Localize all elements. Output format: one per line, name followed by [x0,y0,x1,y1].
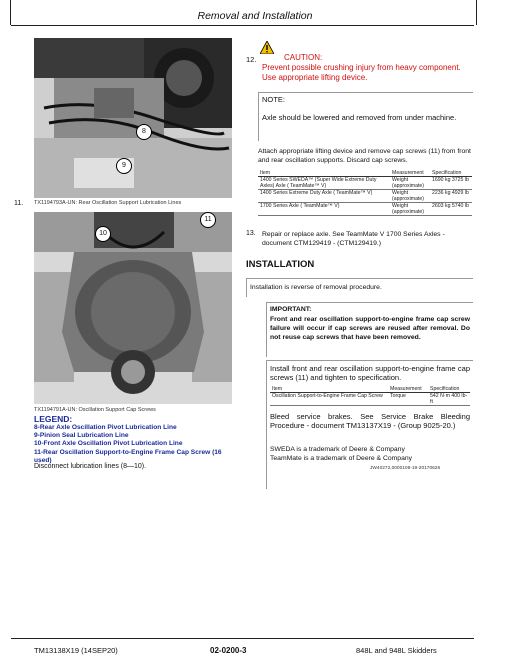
table-row [270,393,470,406]
spec-cell: Oscillation Support-to-Engine Frame Cap Screw [270,393,388,406]
spec-cell: 2236 kg 4929 lb [430,190,472,203]
installation-text: Installation is reverse of removal procedure. [250,284,382,291]
spec-cell: 1400 Series Extreme Duty Axle ( TeamMate™ V) [258,190,390,203]
spec-cell: Torque [388,393,428,406]
spec-cell: Weight (approximate) [390,203,430,216]
figure-caption-2: TX1194791A-UN: Oscillation Support Cap Screws [34,407,156,413]
spec-cell: 1700 Series Axle ( TeamMate™ V) [258,203,390,216]
legend-item-10: 10-Front Axle Oscillation Pivot Lubrication Line [34,440,183,448]
figure-caption-1: TX1194793A-UN: Rear Oscillation Support Lubrication Lines [34,200,182,206]
table-row [258,203,472,216]
document-id: JW40272,0000108-19-20170626 [370,466,441,471]
spec-cell: Weight (approximate) [390,190,430,203]
callout-9: 9 [116,158,132,174]
disconnect-instruction: Disconnect lubrication lines (8—10). [34,463,147,470]
table-row [258,190,472,203]
important-text: Front and rear oscillation support-to-engine frame cap screw failure will occur if cap screws are reused after removal. Do not reuse cap screws that have been removed. [270,316,470,341]
step-13-text: Repair or replace axle. See TeamMate V 1700 Series Axles - document CTM129419 - (CTM129419.) [262,231,445,247]
torque-spec-table [270,386,470,406]
important-title: IMPORTANT: [270,306,312,313]
note-title: NOTE: [262,95,285,104]
spec-cell: 542 N·m 400 lb-ft [428,393,470,406]
legend-item-11: 11-Rear Oscillation Support-to-Engine Frame Cap Screw (16 used) [34,448,222,464]
step-number-13: 13. [246,230,256,237]
callout-10: 10 [95,226,111,242]
trademark-teammate: TeamMate is a trademark of Deere & Company [270,455,413,462]
callout-11: 11 [200,212,216,228]
spec-header-measurement: Measurement [390,170,430,177]
spec-header-item: Item [270,386,388,393]
step-number-12: 12. [246,55,257,64]
install-cap-screws-text: Install front and rear oscillation support-to-engine frame cap screws (11) and tighten to specification. [270,364,470,383]
oscillation-support-photo [34,212,232,404]
footer-divider [11,638,474,639]
step-12-text: Attach appropriate lifting device and remove cap screws (11) from front and rear oscillation supports. Discard cap screws. [258,148,471,164]
bleed-brakes-text: Bleed service brakes. See Service Brake Bleeding Procedure - document TM13137X19 - (Group 9025-20.) [270,412,470,431]
spec-header-specification: Specification [428,386,470,393]
weight-spec-table [258,170,472,216]
rear-oscillation-illustration [34,38,232,198]
legend-title: LEGEND: [34,414,73,424]
callout-8: 8 [136,124,152,140]
warning-icon [260,41,274,59]
footer-manual-number: TM13138X19 (14SEP20) [34,646,118,655]
spec-cell: Weight (approximate) [390,177,430,190]
spec-header-item: Item [258,170,390,177]
caution-title: CAUTION: [284,53,323,62]
oscillation-support-illustration [34,212,232,404]
spec-cell: 1400 Series SWEDA™ (Super Wide Extreme Duty Axles) Axle ( TeamMate™ V) [258,177,390,190]
spec-cell: 1690 kg 3725 lb [430,177,472,190]
rear-oscillation-photo [34,38,232,198]
legend-item-9: 9-Pinion Seal Lubrication Line [34,432,129,440]
legend-list [34,424,234,465]
step-number-11: 11. [14,200,24,207]
spec-header-specification: Specification [430,170,472,177]
spec-header-measurement: Measurement [388,386,428,393]
table-row [258,177,472,190]
note-text: Axle should be lowered and removed from under machine. [262,113,457,122]
page-title: Removal and Installation [197,10,313,22]
header-divider [11,25,474,26]
spec-cell: 2603 kg 5740 lb [430,203,472,216]
installation-heading: INSTALLATION [246,259,315,270]
footer-machine-model: 848L and 948L Skidders [356,646,437,655]
legend-item-8: 8-Rear Axle Oscillation Pivot Lubrication Line [34,424,177,431]
caution-text: Prevent possible crushing injury from heavy component. Use appropriate lifting device. [262,63,461,82]
trademark-sweda: SWEDA is a trademark of Deere & Company [270,446,405,453]
footer-page-number: 02-0200-3 [210,646,247,655]
